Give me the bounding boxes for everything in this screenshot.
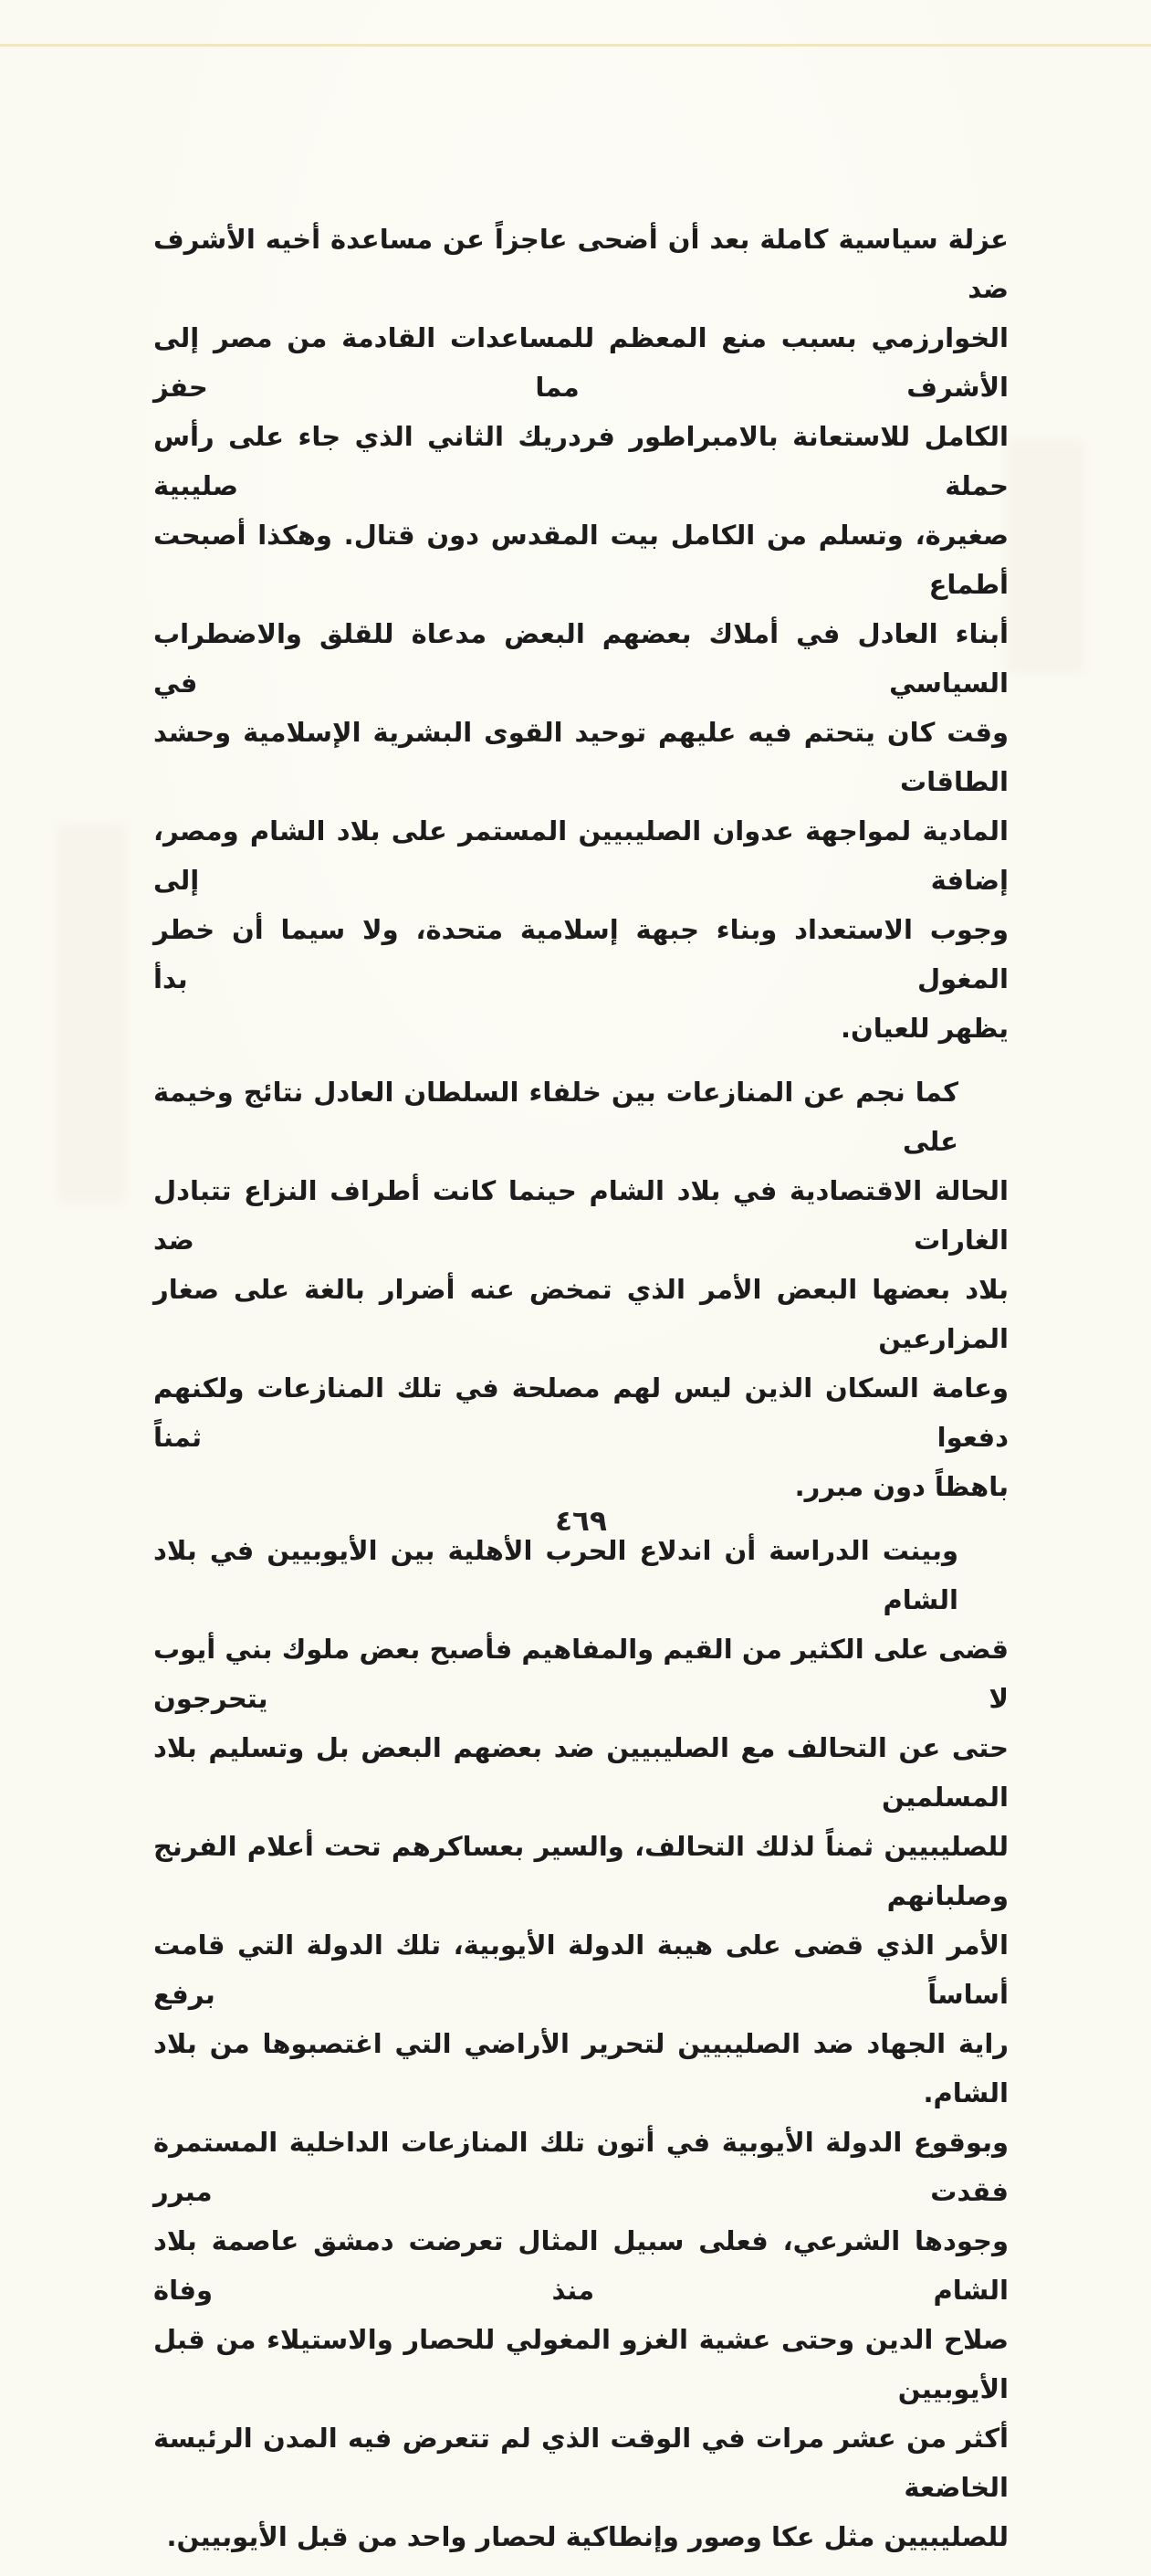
text-line: كما نجم عن المنازعات بين خلفاء السلطان العادل نتائج وخيمة على [153,1077,958,1157]
text-line: صلاح الدين وحتى عشية الغزو المغولي للحصار والاستيلاء من قبل الأيوبيين [153,2324,1009,2404]
text-line: عزلة سياسية كاملة بعد أن أضحى عاجزاً عن مساعدة أخيه الأشرف ضد [153,224,1009,304]
text-line: وبوقوع الدولة الأيوبية في أتون تلك المنازعات الداخلية المستمرة فقدت مبرر [153,2127,1009,2207]
text-line: يظهر للعيان. [840,1013,1009,1044]
text-block [153,215,1009,2576]
text-line: حتى عن التحالف مع الصليبيين ضد بعضهم البعض بل وتسليم بلاد المسلمين [153,1732,1009,1813]
text-line: الكامل للاستعانة بالامبراطور فردريك الثاني الذي جاء على رأس حملة صليبية [153,421,1009,501]
paragraph [153,215,1009,1053]
bleed-through-ghost [55,822,128,1205]
text-line: للصليبيين مثل عكا وصور وإنطاكية لحصار واحد من قبل الأيوبيين. [166,2521,1009,2552]
text-line: باهظاً دون مبرر. [794,1471,1009,1502]
text-line: للصليبيين ثمناً لذلك التحالف، والسير بعساكرهم تحت أعلام الفرنج وصلبانهم [153,1831,1009,1911]
text-line: أبناء العادل في أملاك بعضهم البعض مدعاة للقلق والاضطراب السياسي في [153,618,1009,699]
bleed-through-ghost [1005,438,1087,676]
text-line: المادية لمواجهة عدوان الصليبيين المستمر على بلاد الشام ومصر، إضافة إلى [153,815,1009,896]
text-line: وعامة السكان الذين ليس لهم مصلحة في تلك المنازعات ولكنهم دفعوا ثمناً [153,1372,1009,1453]
text-line: أكثر من عشر مرات في الوقت الذي لم تتعرض فيه المدن الرئيسة الخاضعة [153,2423,1009,2503]
text-line: صغيرة، وتسلم من الكامل بيت المقدس دون قتال. وهكذا أصبحت أطماع [153,520,1009,600]
text-line: وبينت الدراسة أن اندلاع الحرب الأهلية بين الأيوبيين في بلاد الشام [153,1535,958,1615]
text-line: راية الجهاد ضد الصليبيين لتحرير الأراضي التي اغتصبوها من بلاد الشام. [153,2028,1009,2108]
text-line: الأمر الذي قضى على هيبة الدولة الأيوبية، تلك الدولة التي قامت أساساً برفع [153,1929,1009,2010]
text-line: قضى على الكثير من القيم والمفاهيم فأصبح بعض ملوك بني أيوب لا يتحرجون [153,1634,1009,1714]
text-line: وجودها الشرعي، فعلى سبيل المثال تعرضت دمشق عاصمة بلاد الشام منذ وفاة [153,2225,1009,2306]
scan-edge-line [0,44,1151,47]
text-line: بلاد بعضها البعض الأمر الذي تمخض عنه أضرار بالغة على صغار المزارعين [153,1274,1009,1354]
text-line: وجوب الاستعداد وبناء جبهة إسلامية متحدة، ولا سيما أن خطر المغول بدأ [153,914,1009,994]
paragraph [153,1067,1009,1511]
text-line: وقت كان يتحتم فيه عليهم توحيد القوى البشرية الإسلامية وحشد الطاقات [153,717,1009,797]
paragraph [153,1526,1009,2561]
text-line: الحالة الاقتصادية في بلاد الشام حينما كانت أطراف النزاع تتبادل الغارات ضد [153,1175,1009,1256]
page-number: ٤٦٩ [555,1505,607,1538]
text-line: الخوارزمي بسبب منع المعظم للمساعدات القادمة من مصر إلى الأشرف مما حفز [153,322,1009,403]
